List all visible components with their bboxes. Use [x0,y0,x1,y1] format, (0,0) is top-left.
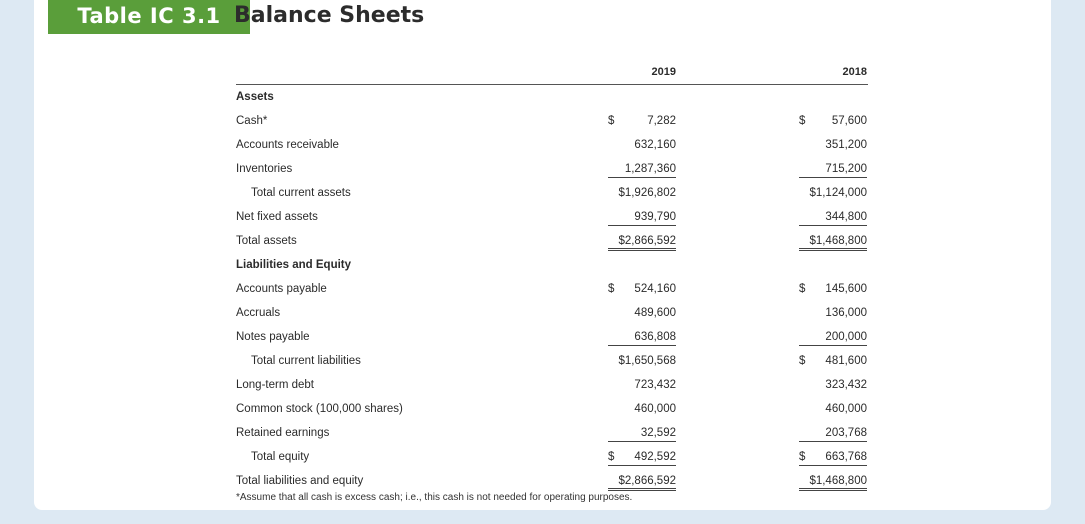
table-row-total-equity [236,445,868,469]
row-label: Total assets [236,235,297,247]
value-2019: 460,000 [634,403,676,415]
table-row-inventories [236,157,868,181]
value-2019: $2,866,592 [608,469,676,491]
row-label: Assets [236,91,274,103]
table-row-total-assets [236,229,868,253]
table-header [236,60,868,85]
value-2019: $1,650,568 [618,355,676,367]
value-2018: $1,468,800 [799,469,867,491]
row-label: Net fixed assets [236,211,318,223]
table-row-common-stock [236,397,868,421]
value-2018: 460,000 [825,403,867,415]
row-label: Liabilities and Equity [236,259,352,271]
row-label: Long-term debt [236,379,314,391]
row-label: Accounts receivable [236,139,339,151]
value-2018: 203,768 [799,421,867,442]
table-row-total-current-liabilities [236,349,868,373]
value-2018: 351,200 [825,139,867,151]
table-row-total-liabilities-and-equity [236,469,868,493]
dollar-sign: $ [799,451,806,463]
value-2019: $ 524,160 [608,277,676,301]
value-2019: $1,926,802 [618,187,676,199]
column-header-2018: 2018 [842,66,867,78]
dollar-sign: $ [608,451,615,463]
value-2018: 200,000 [799,325,867,346]
table-number-tag: Table IC 3.1 [48,0,250,34]
table-row-notes-payable [236,325,868,349]
table-row-accounts-payable [236,277,868,301]
footnote: *Assume that all cash is excess cash; i.e., this cash is not needed for operating purposes. [236,492,633,503]
dollar-sign: $ [799,355,806,367]
row-label: Accounts payable [236,283,327,295]
value-2018: $ 481,600 [799,349,867,373]
value-2019: 723,432 [634,379,676,391]
section-heading-liabilities-and-equity [236,253,868,277]
value-2018: $ 663,768 [799,445,867,466]
table-row-accounts-receivable [236,133,868,157]
page-title: Balance Sheets [234,3,425,28]
value-2019: 1,287,360 [608,157,676,178]
value-2019: 489,600 [634,307,676,319]
row-label: Common stock (100,000 shares) [236,403,403,415]
dollar-sign: $ [608,115,615,127]
value-2019: 636,808 [608,325,676,346]
value-2019: $ 492,592 [608,445,676,466]
value-2018: $1,468,800 [799,229,867,251]
row-label: Total current assets [251,187,351,199]
dollar-sign: $ [799,115,806,127]
value-2018: 715,200 [799,157,867,178]
column-header-2019: 2019 [651,66,676,78]
value-2019: 939,790 [608,205,676,226]
value-2018: 136,000 [825,307,867,319]
dollar-sign: $ [608,283,615,295]
row-label: Notes payable [236,331,310,343]
value-2019: $ 7,282 [608,109,676,133]
section-heading-assets [236,85,868,109]
row-label: Total current liabilities [251,355,361,367]
value-2018: $1,124,000 [809,187,867,199]
row-label: Total equity [251,451,310,463]
value-2018: 323,432 [825,379,867,391]
value-2018: $ 57,600 [799,109,867,133]
value-2018: $ 145,600 [799,277,867,301]
value-2019: 632,160 [634,139,676,151]
table-row-net-fixed-assets [236,205,868,229]
row-label: Inventories [236,163,293,175]
row-label: Cash* [236,115,268,127]
row-label: Total liabilities and equity [236,475,364,487]
table-row-long-term-debt [236,373,868,397]
value-2019: $2,866,592 [608,229,676,251]
balance-sheet-table [236,60,868,493]
table-row-cash [236,109,868,133]
table-row-total-current-assets [236,181,868,205]
table-row-accruals [236,301,868,325]
value-2018: 344,800 [799,205,867,226]
row-label: Retained earnings [236,427,330,439]
value-2019: 32,592 [608,421,676,442]
dollar-sign: $ [799,283,806,295]
row-label: Accruals [236,307,281,319]
table-row-retained-earnings [236,421,868,445]
